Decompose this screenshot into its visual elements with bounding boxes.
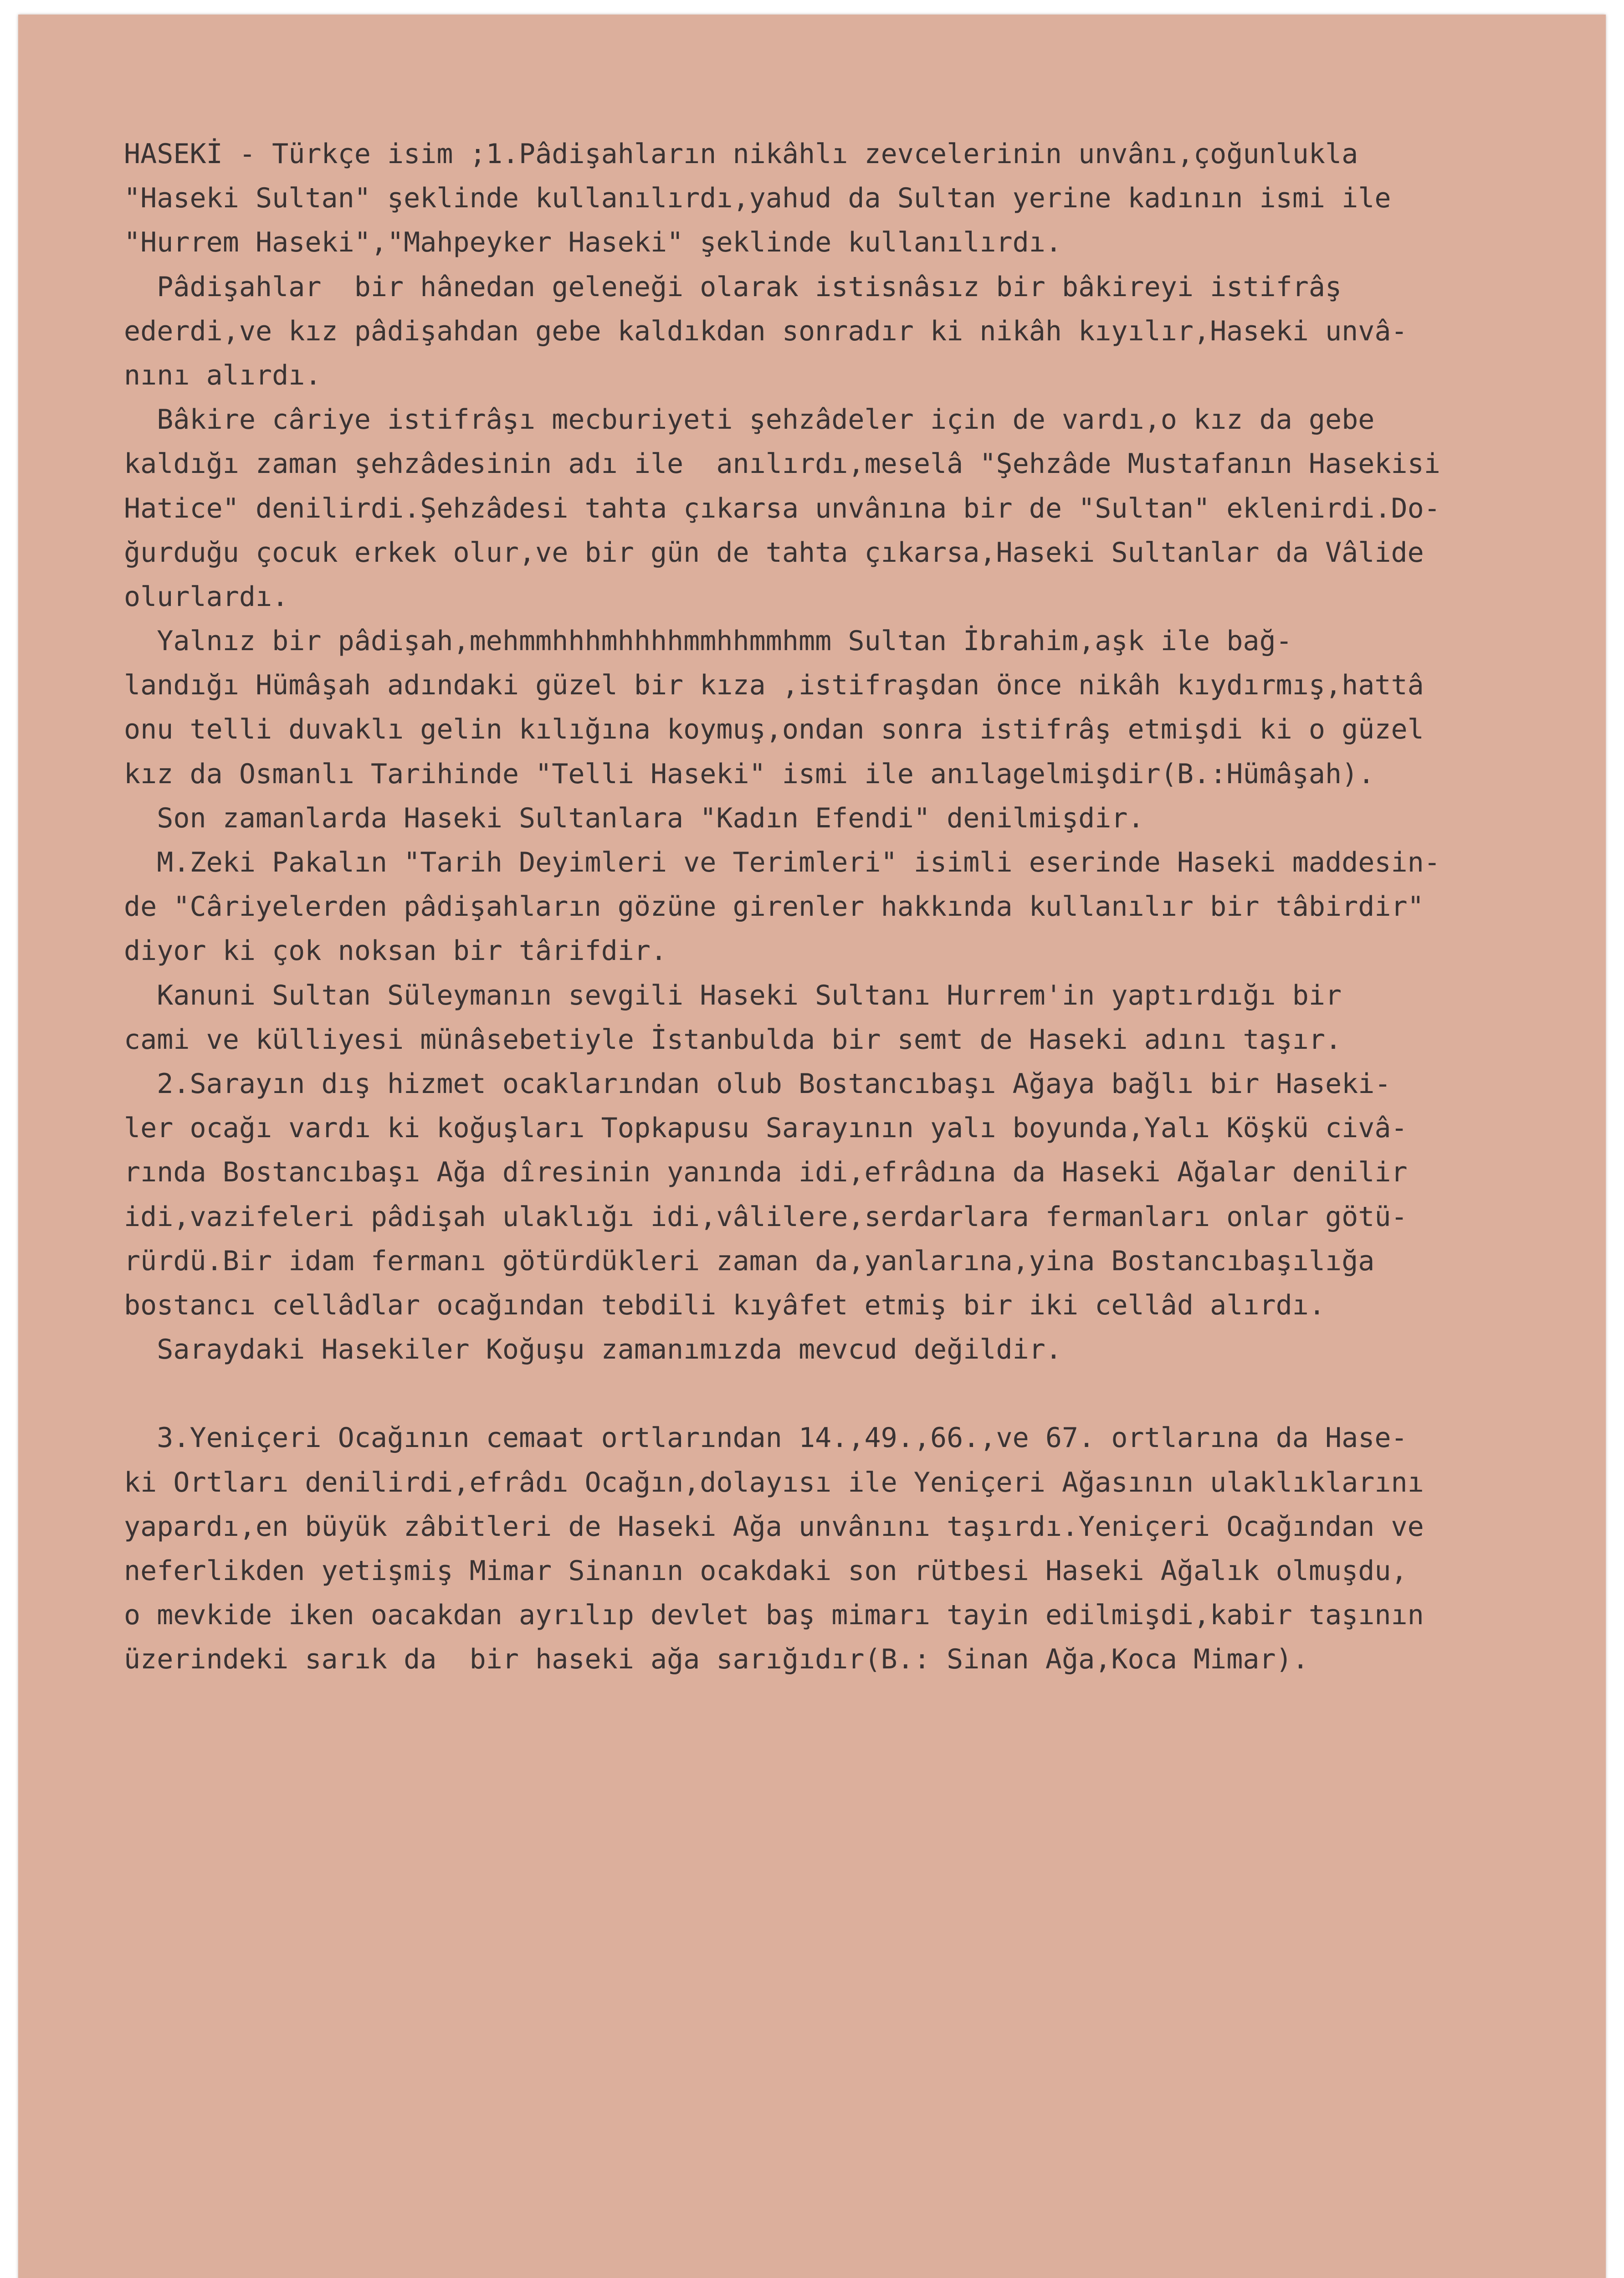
- text-line: Son zamanlarda Haseki Sultanlara "Kadın Efendi" denilmişdir.: [124, 802, 1144, 834]
- text-line: ederdi,ve kız pâdişahdan gebe kaldıkdan sonradır ki nikâh kıyılır,Haseki unvâ-: [124, 315, 1408, 347]
- text-line: Pâdişahlar bir hânedan geleneği olarak istisnâsız bir bâkireyi istifrâş: [124, 271, 1342, 303]
- text-line: idi,vazifeleri pâdişah ulaklığı idi,vâlilere,serdarlara fermanları onlar götü-: [124, 1201, 1408, 1233]
- text-line: Kanuni Sultan Süleymanın sevgili Haseki Sultanı Hurrem'in yaptırdığı bir: [124, 979, 1342, 1011]
- text-line: HASEKİ - Türkçe isim ;1.Pâdişahların nikâhlı zevcelerinin unvânı,çoğunlukla: [124, 138, 1358, 170]
- text-line: 3.Yeniçeri Ocağının cemaat ortlarından 14.,49.,66.,ve 67. ortlarına da Hase-: [124, 1422, 1408, 1454]
- text-line: Hatice" denilirdi.Şehzâdesi tahta çıkarsa unvânına bir de "Sultan" eklenirdi.Do-: [124, 492, 1440, 524]
- text-line: M.Zeki Pakalın "Tarih Deyimleri ve Terimleri" isimli eserinde Haseki maddesin-: [124, 847, 1440, 878]
- text-line: Yalnız bir pâdişah,mehmmhhhmhhhhmmhhmmhmm Sultan İbrahim,aşk ile bağ-: [124, 625, 1292, 657]
- text-line: rında Bostancıbaşı Ağa dîresinin yanında idi,efrâdına da Haseki Ağalar denilir: [124, 1156, 1408, 1189]
- text-line: "Hurrem Haseki","Mahpeyker Haseki" şeklinde kullanılırdı.: [124, 226, 1062, 259]
- text-line: bostancı cellâdlar ocağından tebdili kıyâfet etmiş bir iki cellâd alırdı.: [124, 1289, 1325, 1321]
- text-line: olurlardı.: [124, 580, 289, 613]
- text-line: diyor ki çok noksan bir târifdir.: [124, 935, 667, 967]
- text-line: Bâkire câriye istifrâşı mecburiyeti şehzâdeler için de vardı,o kız da gebe: [124, 404, 1375, 436]
- text-line: Saraydaki Hasekiler Koğuşu zamanımızda mevcud değildir.: [124, 1334, 1062, 1366]
- text-line: cami ve külliyesi münâsebetiyle İstanbulda bir semt de Haseki adını taşır.: [124, 1023, 1342, 1056]
- text-line: de "Câriyelerden pâdişahların gözüne girenler hakkında kullanılır bir tâbirdir": [124, 891, 1424, 923]
- text-line: ğurduğu çocuk erkek olur,ve bir gün de tahta çıkarsa,Haseki Sultanlar da Vâlide: [124, 536, 1424, 569]
- text-line: kaldığı zaman şehzâdesinin adı ile anılırdı,meselâ "Şehzâde Mustafanın Hasekisi: [124, 448, 1440, 480]
- text-line: "Haseki Sultan" şeklinde kullanılırdı,yahud da Sultan yerine kadının ismi ile: [124, 182, 1391, 215]
- text-line: kız da Osmanlı Tarihinde "Telli Haseki" ismi ile anılagelmişdir(B.:Hümâşah).: [124, 758, 1375, 790]
- typed-text-body: [124, 132, 1614, 1682]
- text-line: o mevkide iken oacakdan ayrılıp devlet baş mimarı tayin edilmişdi,kabir taşının: [124, 1599, 1424, 1632]
- text-line: yapardı,en büyük zâbitleri de Haseki Ağa unvânını taşırdı.Yeniçeri Ocağından ve: [124, 1510, 1424, 1543]
- text-line: neferlikden yetişmiş Mimar Sinanın ocakdaki son rütbesi Haseki Ağalık olmuşdu,: [124, 1555, 1408, 1587]
- text-line: üzerindeki sarık da bir haseki ağa sarığıdır(B.: Sinan Ağa,Koca Mimar).: [124, 1643, 1309, 1676]
- text-line: onu telli duvaklı gelin kılığına koymuş,ondan sonra istifrâş etmişdi ki o güzel: [124, 713, 1424, 746]
- text-line: landığı Hümâşah adındaki güzel bir kıza ,istifraşdan önce nikâh kıydırmış,hattâ: [124, 669, 1424, 702]
- text-line: [124, 1372, 1614, 1416]
- text-line: nını alırdı.: [124, 359, 322, 391]
- text-line: rürdü.Bir idam fermanı götürdükleri zaman da,yanlarına,yina Bostancıbaşılığa: [124, 1245, 1375, 1277]
- text-line: ki Ortları denilirdi,efrâdı Ocağın,dolayısı ile Yeniçeri Ağasının ulaklıklarını: [124, 1466, 1424, 1498]
- text-line: 2.Sarayın dış hizmet ocaklarından olub Bostancıbaşı Ağaya bağlı bir Haseki-: [124, 1067, 1391, 1100]
- text-line: ler ocağı vardı ki koğuşları Topkapusu Sarayının yalı boyunda,Yalı Köşkü civâ-: [124, 1112, 1408, 1144]
